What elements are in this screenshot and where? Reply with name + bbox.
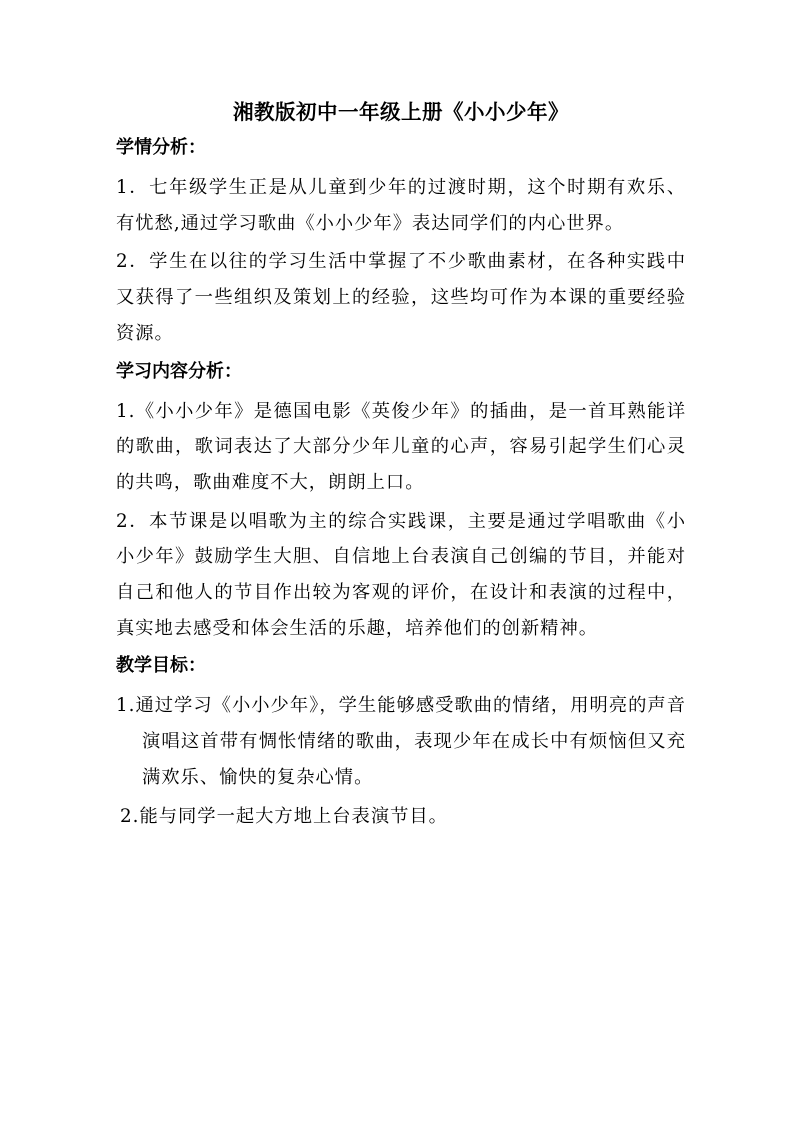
paragraph: 1.《小小少年》是德国电影《英俊少年》的插曲，是一首耳熟能详的歌曲，歌词表达了大部分少年儿童的心声，容易引起学生们心灵的共鸣，歌曲难度不大，朗朗上口。 [116, 400, 686, 493]
section-heading: 学情分析： [116, 137, 206, 158]
section-heading: 教学目标： [116, 655, 206, 677]
paragraph: 2．学生在以往的学习生活中掌握了不少歌曲素材，在各种实践中又获得了一些组织及策划上的经验，这些均可作为本课的重要经验资源。 [116, 251, 686, 344]
document-body [116, 93, 686, 837]
document-title: 湘教版初中一年级上册《小小少年》 [233, 100, 569, 124]
section-teaching-goals [116, 649, 686, 834]
section-learner-analysis [116, 131, 686, 352]
paragraph: 2．本节课是以唱歌为主的综合实践课，主要是通过学唱歌曲《小小少年》鼓励学生大胆、自信地上台表演自己创编的节目，并能对自己和他人的节目作出较为客观的评价，在设计和表演的过程中，真实地去感受和体会生活的乐趣，培养他们的创新精神。 [116, 510, 686, 639]
section-heading: 学习内容分析： [116, 360, 242, 382]
section-content-analysis [116, 355, 686, 647]
paragraph: 1．七年级学生正是从儿童到少年的过渡时期，这个时期有欢乐、有忧愁,通过学习歌曲《小小少年》表达同学们的内心世界。 [116, 177, 686, 234]
paragraph: 1.通过学习《小小少年》，学生能够感受歌曲的情绪，用明亮的声音演唱这首带有惆怅情绪的歌曲，表现少年在成长中有烦恼但又充满欢乐、愉快的复杂心情。 [116, 695, 686, 788]
paragraph: 2.能与同学一起大方地上台表演节目。 [120, 805, 448, 827]
